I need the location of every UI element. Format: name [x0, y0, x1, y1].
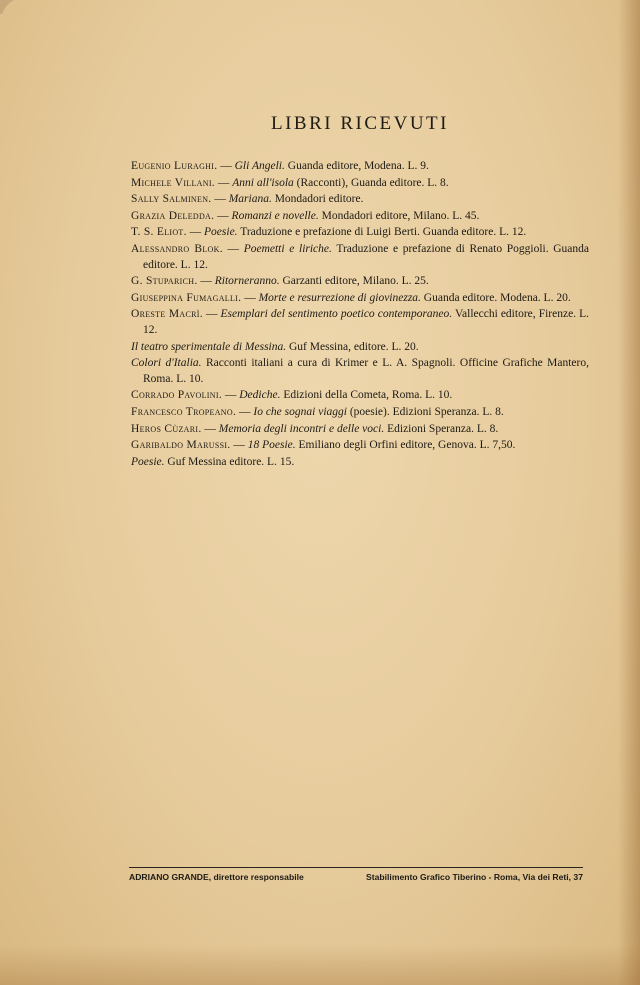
entry-author: Francesco Tropeano.: [131, 405, 237, 418]
entry-details: Edizioni della Cometa, Roma. L. 10.: [280, 389, 453, 402]
book-entry: [131, 307, 589, 338]
entry-dash: —: [202, 308, 221, 321]
entry-author: G. Stuparich.: [131, 275, 198, 288]
entry-author: Corrado Pavolini.: [131, 389, 222, 402]
book-entry: [131, 225, 589, 241]
entry-details: Emiliano degli Orfini editore, Genova. L. 7,50.: [295, 439, 516, 452]
book-entry: [131, 455, 589, 471]
book-entry: [131, 356, 589, 387]
entry-author: Giuseppina Fumagalli.: [131, 291, 242, 304]
entry-title: 18 Poesie.: [247, 439, 296, 452]
entry-dash: —: [214, 176, 233, 189]
entry-details: Vallecchi editore, Firenze. L. 12.: [143, 308, 589, 336]
entry-title: Il teatro sperimentale di Messina.: [131, 340, 287, 353]
book-entry: [131, 388, 589, 404]
entry-author: Michele Villani.: [131, 176, 215, 189]
entry-details: Edizioni Speranza. L. 8.: [384, 422, 499, 435]
entry-title: Poesie.: [131, 455, 165, 468]
entry-title: Romanzi e novelle.: [231, 209, 319, 222]
entry-details: Guanda editore. Modena. L. 20.: [420, 291, 571, 304]
entry-dash: —: [197, 275, 215, 288]
entry-title: Dediche.: [239, 389, 281, 402]
entry-dash: —: [222, 389, 240, 402]
entry-author: Heros Cùzari.: [131, 422, 202, 435]
footer-divider: [129, 867, 583, 868]
entry-details: Mondadori editore, Milano. L. 45.: [318, 209, 480, 222]
entry-details: Guf Messina editore. L. 15.: [164, 455, 295, 468]
footer-printer: Stabilimento Grafico Tiberino - Roma, Via dei Reti, 37: [366, 872, 583, 882]
page-bottom-shadow: [0, 945, 640, 985]
entry-title: Poemetti e liriche.: [243, 242, 332, 255]
entry-details: Guanda editore, Modena. L. 9.: [284, 160, 429, 172]
page-title: LIBRI RICEVUTI: [270, 113, 449, 134]
entry-author: Eugenio Luraghi.: [131, 160, 218, 172]
book-entry: [131, 422, 589, 438]
entry-dash: —: [236, 405, 254, 418]
entry-author: Garibaldo Marussi.: [131, 439, 231, 452]
book-entry: [131, 209, 589, 225]
entry-details: (Racconti), Guanda editore. L. 8.: [293, 176, 449, 189]
entry-title: Colori d'Italia.: [131, 357, 202, 370]
entry-details: Mondadori editore.: [271, 193, 364, 206]
entry-title: Poesie.: [204, 226, 238, 239]
entry-title: Gli Angeli.: [234, 160, 285, 172]
entry-dash: —: [201, 422, 219, 435]
book-entry: [131, 274, 589, 290]
entry-details: Garzanti editore, Milano. L. 25.: [279, 275, 429, 288]
book-entry: [131, 192, 589, 208]
book-entry: [131, 405, 589, 421]
entry-dash: —: [211, 193, 229, 206]
book-entry: [131, 242, 589, 273]
entry-dash: —: [186, 226, 205, 239]
entry-title: Esemplari del sentimento poetico contemporaneo.: [220, 308, 453, 321]
book-list: [131, 159, 589, 471]
entry-author: Sally Salminen.: [131, 193, 212, 206]
page-edge-shadow: [618, 0, 640, 985]
entry-details: Guf Messina, editore. L. 20.: [286, 340, 419, 353]
entry-dash: —: [217, 160, 235, 172]
book-entry: [131, 159, 589, 175]
entry-author: T. S. Eliot.: [131, 226, 187, 239]
entry-dash: —: [214, 209, 232, 222]
entry-dash: —: [230, 439, 248, 452]
entry-author: Alessandro Blok.: [131, 242, 223, 255]
entry-details: Traduzione e prefazione di Renato Poggioli. Guanda editore. L. 12.: [143, 242, 590, 271]
book-entry: [131, 340, 589, 356]
entry-author: Oreste Macrì.: [131, 308, 203, 321]
entry-dash: —: [222, 242, 244, 255]
entry-title: Morte e resurrezione di giovinezza.: [258, 291, 421, 304]
book-entry: [131, 291, 589, 307]
footer-editor: ADRIANO GRANDE, direttore responsabile: [129, 872, 304, 882]
entry-details: (poesie). Edizioni Speranza. L. 8.: [346, 405, 504, 418]
entry-author: Grazia Deledda.: [131, 209, 215, 222]
entry-title: Ritorneranno.: [214, 275, 280, 288]
entry-title: Mariana.: [228, 193, 272, 206]
corner-wear-mark: [0, 0, 20, 20]
entry-title: Io che sognai viaggi: [253, 405, 347, 418]
book-entry: [131, 176, 589, 192]
entry-details: Traduzione e prefazione di Luigi Berti. Guanda editore. L. 12.: [237, 226, 527, 239]
entry-details: Racconti italiani a cura di Krimer e L. A. Spagnoli. Officine Grafiche Mantero, Roma. L. 10.: [143, 357, 589, 385]
book-entry: [131, 438, 589, 454]
entry-title: Memoria degli incontri e delle voci.: [218, 422, 385, 435]
entry-dash: —: [241, 291, 259, 304]
entry-title: Anni all'isola: [232, 176, 294, 189]
